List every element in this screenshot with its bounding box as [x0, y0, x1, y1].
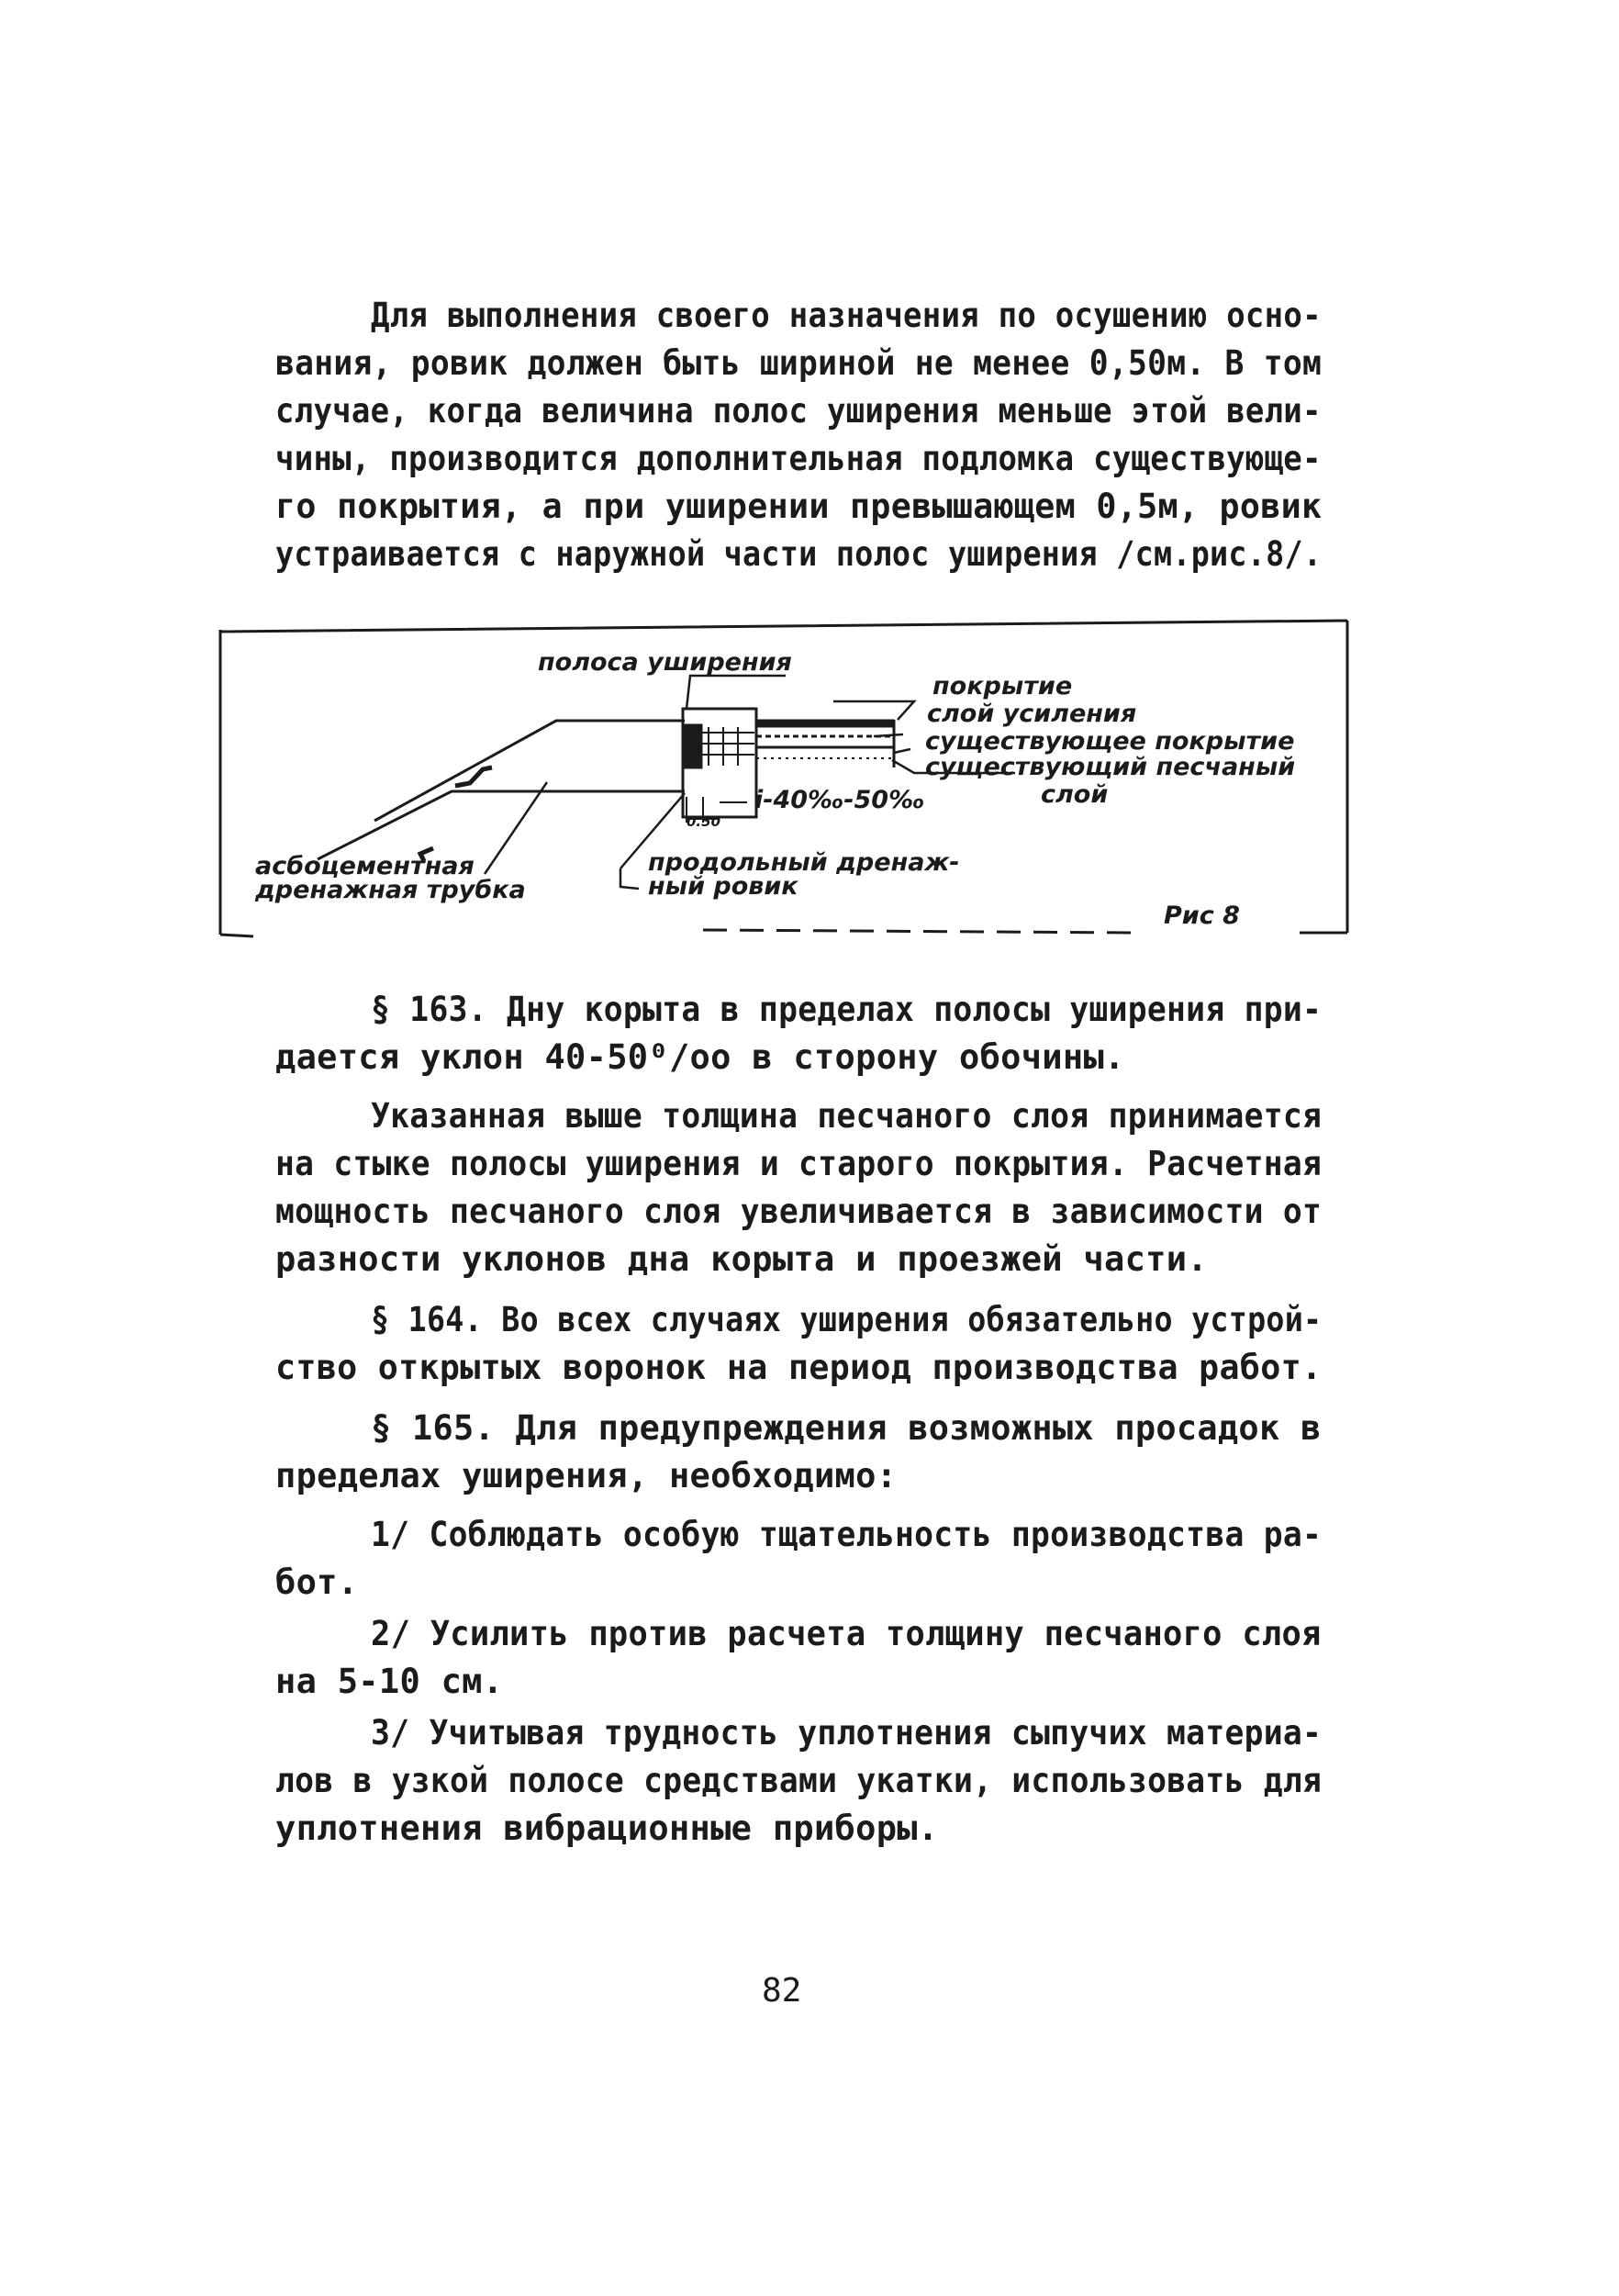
embankment-lines [318, 721, 685, 861]
note-line-4: разности уклонов дна корыта и проезжей части. [275, 1239, 1208, 1279]
road-cross-section-diagram [217, 613, 1355, 946]
label-trench-1: продольный дренаж- [648, 848, 960, 877]
intro-line-6: устраивается с наружной части полос уширения /см.рис.8/. [275, 534, 1323, 574]
intro-line-3: случае, когда величина полос уширения меньше этой вели- [275, 391, 1322, 431]
item-3-line-1: 3/ Учитывая трудность уплотнения сыпучих материа- [371, 1713, 1323, 1753]
item-1-line-2: бот. [275, 1562, 359, 1602]
section-164-line-2: ство открытых воронок на период производства работ. [275, 1348, 1323, 1387]
label-drain-pipe-1: асбоцементная [255, 852, 475, 880]
item-3-line-2: лов в узкой полосе средствами укатки, использовать для [275, 1761, 1323, 1800]
label-reinforcement-layer: слой усиления [927, 700, 1137, 728]
intro-line-2: вания, ровик должен быть шириной не менее 0,50м. В том [275, 343, 1323, 383]
note-line-3: мощность песчаного слоя увеличивается в зависимости от [275, 1192, 1323, 1231]
label-existing-pavement: существующее покрытие [925, 727, 1295, 756]
intro-line-5: го покрытия, а при уширении превышающем 0,5м, ровик [275, 487, 1323, 526]
intro-line-4: чины, производится дополнительная подломка существующе- [275, 439, 1322, 478]
section-165-line-2: пределах уширения, необходимо: [275, 1456, 898, 1495]
label-slope: i-40‰-50‰ [754, 786, 925, 814]
item-2-line-1: 2/ Усилить против расчета толщину песчаного слоя [371, 1614, 1322, 1653]
label-existing-sand-2: слой [1041, 780, 1109, 809]
intro-line-1: Для выполнения своего назначения по осушению осно- [371, 296, 1322, 335]
page-number: 82 [762, 1972, 802, 2010]
label-drain-pipe-2: дренажная трубка [255, 876, 526, 904]
label-dimension: 0.50 [687, 813, 721, 830]
label-pavement: покрытие [932, 672, 1073, 700]
item-1-line-1: 1/ Соблюдать особую тщательность производства ра- [371, 1515, 1323, 1554]
pavement-layers [756, 720, 894, 767]
section-163-line-1: § 163. Дну корыта в пределах полосы уширения при- [371, 990, 1323, 1029]
section-165-line-1: § 165. Для предупреждения возможных просадок в [371, 1408, 1322, 1448]
figure-8-road-widening [217, 613, 1355, 946]
note-line-2: на стыке полосы уширения и старого покрытия. Расчетная [275, 1144, 1323, 1183]
label-widening-strip: полоса уширения [538, 648, 792, 677]
section-164-line-1: § 164. Во всех случаях уширения обязательно устрой- [371, 1300, 1323, 1339]
label-existing-sand-1: существующий песчаный [925, 753, 1296, 781]
widening-strip [683, 709, 756, 817]
note-line-1: Указанная выше толщина песчаного слоя принимается [371, 1096, 1323, 1136]
figure-caption: Рис 8 [1164, 902, 1240, 930]
section-163-line-2: дается уклон 40-50⁰/оо в сторону обочины. [275, 1037, 1125, 1077]
label-trench-2: ный ровик [648, 872, 798, 901]
item-2-line-2: на 5-10 см. [275, 1662, 504, 1701]
item-3-line-3: уплотнения вибрационные приборы. [275, 1809, 939, 1848]
